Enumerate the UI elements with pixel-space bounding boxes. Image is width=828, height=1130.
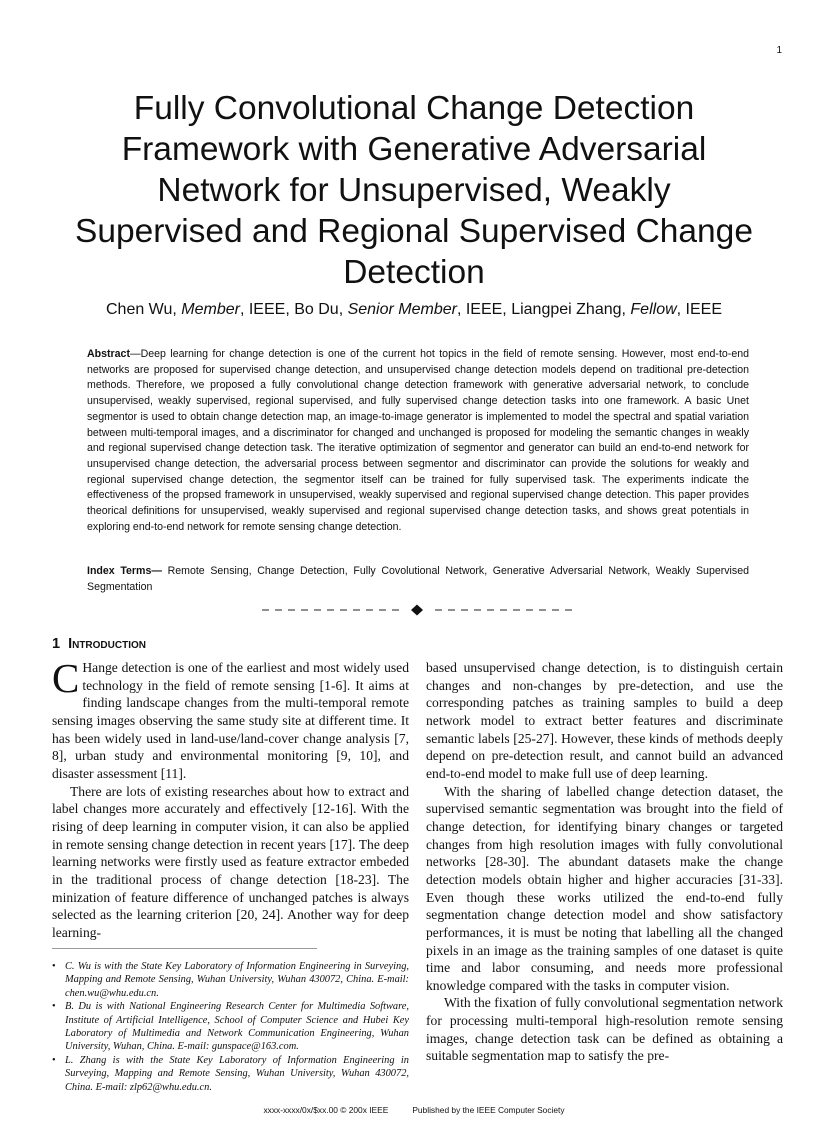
footnotes	[52, 960, 409, 1094]
index-terms-text: Remote Sensing, Change Detection, Fully Covolutional Network, Generative Adversarial Network, Weakly Supervised Segmentation	[87, 565, 749, 593]
section-divider	[262, 602, 572, 618]
footer-publisher: Published by the IEEE Computer Society	[412, 1105, 565, 1115]
left-column	[52, 655, 409, 942]
author-name: Chen Wu,	[105, 301, 182, 318]
paragraph: With the sharing of labelled change detection dataset, the supervised semantic segmentation was brought into the field of change detection, for identifying binary changes or targeted changes from high resolution images with fully convolutional networks [28-30]. The abundant datasets make the change detection models obtain higher and higher accuracies [31-33]. Even though these works utilized the end-to-end fully segmentation change detection model and show satisfactory performances, it is must be noting that labelling all the changed pixels in an image as the training samples of one dataset is quite time and labor consuming, and needs more professional knowledge compared with the tasks in computer vision.	[426, 783, 783, 993]
bullet-icon: •	[52, 961, 56, 972]
section-title: Introduction	[68, 636, 146, 652]
title-line: Framework with Generative Adversarial	[121, 131, 707, 168]
footnote	[52, 1054, 409, 1094]
author-name: Bo Du,	[294, 301, 348, 318]
title-line: Detection	[343, 254, 485, 291]
drop-cap: C	[52, 655, 80, 701]
footnote-text: L. Zhang is with the State Key Laboratory of Information Engineering in Surveying, Mapping and Remote Sensing, Wuhan University, Wuhan 430072, China. E-mail: zlp62@whu.edu.cn.	[65, 1054, 409, 1093]
footnote-text: C. Wu is with the State Key Laboratory of Information Engineering in Surveying, Mapping and Remote Sensing, Wuhan University, Wuhan 430072, China. E-mail: chen.wu@whu.edu.cn.	[65, 961, 409, 999]
author-affiliation: , IEEE,	[239, 301, 295, 318]
author-list	[40, 301, 788, 319]
author-membership: Fellow	[630, 301, 677, 318]
author-affiliation: , IEEE,	[456, 301, 512, 318]
paragraph: With the fixation of fully convolutional segmentation network for processing multi-temporal high-resolution remote sensing images, change detection task can be defined as obtaining a suitable segmentation map to satisfy the pre-	[426, 995, 783, 1064]
author-membership: Member	[181, 301, 240, 318]
footer-copyright: xxxx-xxxx/0x/$xx.00 © 200x IEEE	[263, 1105, 389, 1115]
footnote	[52, 960, 409, 1000]
diamond-icon	[411, 605, 423, 616]
author-affiliation: , IEEE	[676, 301, 722, 318]
author-name: Liangpei Zhang,	[511, 301, 631, 318]
title-line: Network for Unsupervised, Weakly	[157, 172, 671, 209]
paragraph	[52, 655, 409, 783]
right-column	[426, 659, 783, 1065]
section-number: 1	[52, 636, 61, 652]
paragraph-text: Hange detection is one of the earliest and most widely used technology in the field of remote sensing [1-6]. It aims at finding landscape changes from the multi-temporal remote sensing images observing the same study site at different time. It has been widely used in land-use/land-cover change analysis [7, 8], urban study and environmental monitoring [9, 10], and disaster assessment [11].	[52, 660, 409, 781]
paragraph: There are lots of existing researches about how to extract and label changes more accurately and effectively [12-16]. With the rising of deep learning in computer vision, it can also be applied in remote sensing change detection in recent years [17]. The deep learning networks were firstly used as feature extractor embeded in the traditional process of change detection [18-23]. The minization of feature difference of unchanged patches is always selected as the learning criterion [20, 24]. Another way for deep learning-	[52, 783, 409, 940]
paragraph: based unsupervised change detection, is to distinguish certain changes and non-changes by pre-detection, and use the corresponding patches as training samples to build a deep network model to extract better features and discriminate semantic labels [25-27]. However, these kinds of methods deeply depend on pre-detection result, and cannot build an advanced end-to-end model to make full use of deep learning.	[426, 660, 783, 781]
footnote	[52, 1000, 409, 1054]
abstract-label: Abstract	[87, 348, 130, 360]
index-terms-label: Index Terms—	[87, 565, 162, 577]
bullet-icon: •	[52, 1001, 56, 1013]
index-terms	[87, 564, 749, 595]
page-number: 1	[776, 45, 782, 56]
footnote-text: B. Du is with National Engineering Research Center for Multimedia Software, Institute of Artificial Intelligence, School of Computer Science and Hubei Key Laboratory of Multimedia and Network Communication Engineering, Wuhan University, Wuhan, China. E-mail: gunspace@163.com.	[65, 1001, 409, 1053]
page-footer	[0, 1105, 828, 1115]
author-membership: Senior Member	[347, 301, 457, 318]
paper-title	[40, 88, 788, 293]
footnote-rule	[52, 948, 317, 949]
section-heading	[52, 636, 146, 652]
abstract	[87, 347, 749, 535]
abstract-text: —Deep learning for change detection is one of the current hot topics in the field of remote sensing. However, most end-to-end networks are proposed for supervised change detection, and unsupervised change detection models depend on traditional pre-detection methods. Therefore, we proposed a fully convolutional change detection framework with generative adversarial network, to conclude unsupervised, weakly supervised, regional supervised, and fully supervised change detection tasks into one framework. A basic Unet segmentor is used to obtain change detection map, an image-to-image generator is implemented to model the spectral and spatial variation between multi-temporal images, and a discriminator for changed and unchanged is proposed for modeling the semantic changes in weakly and regional supervised change detection task. The iterative optimization of segmentor and generator can build an end-to-end network for unsupervised change detection, the adversarial process between segmentor and discriminator can provide the solutions for weakly and regional supervised change detection, the segmentor itself can be trained for fully supervised task. The experiments indicate the effectiveness of the propsed framework in unsupervised, weakly supervised and regional supervised change detection. This paper provides theorical definitions for unsupervised, weakly supervised and regional supervised change detection tasks, and shows great potentials in exploring end-to-end network for remote sensing change detection.	[87, 348, 749, 533]
bullet-icon: •	[52, 1054, 56, 1066]
title-line: Fully Convolutional Change Detection	[133, 90, 695, 127]
title-line: Supervised and Regional Supervised Change	[75, 213, 753, 250]
